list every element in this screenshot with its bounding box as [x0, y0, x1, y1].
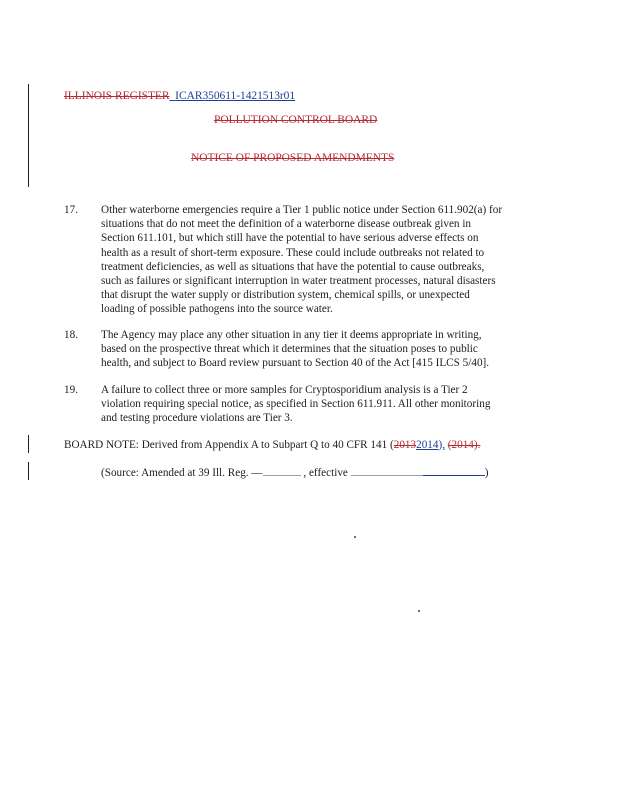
item-19 [64, 383, 564, 428]
board-note-struck-tail: (2014). [447, 439, 481, 451]
item-17 [64, 203, 564, 323]
source-dash: — [251, 467, 263, 479]
item-line: Section 611.101, but which still have the potential to have serious adverse effects on [101, 232, 479, 245]
board-note-text: BOARD NOTE: Derived from Appendix A to Subpart Q to 40 CFR 141 ( [64, 439, 394, 451]
item-number: 17. [64, 204, 78, 216]
item-18 [64, 328, 564, 373]
item-line: health as a result of short-term exposure. These could include outbreaks not related to [101, 246, 485, 259]
change-bar-board-note [28, 435, 29, 453]
item-line: and testing procedure violations are Tier 3. [101, 412, 293, 425]
item-text [101, 383, 564, 426]
board-heading-text: POLLUTION CONTROL BOARD [214, 114, 378, 126]
source-effective-label: , effective [303, 467, 348, 479]
board-note-struck-year: 2013 [393, 439, 417, 451]
item-line: treatment deficiencies, as well as situations that have the potential to cause outbreaks, [101, 260, 485, 273]
effective-date-blank [351, 466, 423, 476]
change-bar-source [28, 462, 29, 480]
item-line: health, and subject to Board review pursuant to Section 40 of the Act [415 ILCS 5/40]. [101, 357, 490, 370]
document-id: ICAR350611-1421513r01 [175, 90, 296, 102]
effective-date-inserted-blank [423, 466, 485, 476]
board-note-inserted-year: 2014 [416, 439, 439, 451]
change-bar-header [28, 84, 29, 187]
item-text [101, 328, 564, 371]
item-line: violation requiring special notice, as specified in Section 611.911. All other monitoring [101, 398, 491, 411]
board-note [64, 438, 480, 452]
item-line: loading of possible pathogens into the source water. [101, 303, 333, 316]
item-line: that disrupt the water supply or distribution system, chemical spills, or unexpected [101, 289, 470, 302]
scan-speck [418, 610, 420, 612]
item-number: 19. [64, 384, 78, 396]
register-page-blank [263, 466, 301, 476]
register-title-struck: ILLINOIS REGISTER [64, 90, 170, 102]
item-line: Other waterborne emergencies require a Tier 1 public notice under Section 611.902(a) for [101, 204, 503, 216]
register-header [64, 89, 295, 103]
item-line: situations that do not meet the definition of a waterborne disease outbreak given in [101, 218, 472, 231]
source-prefix: (Source: Amended at 39 Ill. Reg. [101, 467, 252, 479]
item-line: such as failures or significant interruption in water treatment processes, natural disasters [101, 275, 496, 288]
board-note-punctuation: ), [438, 439, 445, 451]
scan-speck [354, 536, 356, 538]
item-line: A failure to collect three or more samples for Cryptosporidium analysis is a Tier 2 [101, 384, 468, 396]
item-number: 18. [64, 329, 78, 341]
item-line: The Agency may place any other situation in any tier it deems appropriate in writing, [101, 329, 482, 341]
source-line [101, 466, 488, 480]
board-heading [214, 113, 377, 127]
item-line: based on the prospective threat which it determines that the situation poses to public [101, 343, 478, 356]
notice-heading [191, 151, 394, 165]
source-suffix: ) [484, 467, 489, 479]
item-text [101, 203, 564, 317]
notice-heading-text: NOTICE OF PROPOSED AMENDMENTS [191, 152, 395, 164]
